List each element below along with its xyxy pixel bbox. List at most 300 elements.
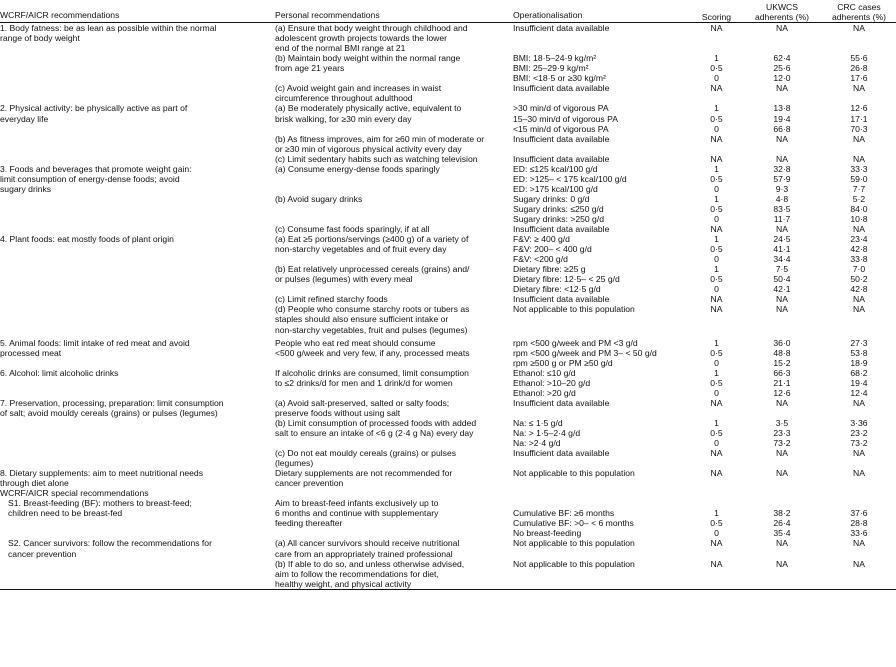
operationalisation-cell [513,325,691,335]
ukwcs-cell: 15·2 [773,357,791,368]
personal-cell: (b) Maintain body weight within the normal range [275,53,461,64]
table-row [0,63,896,73]
recommendation-cell [0,264,275,274]
table-row [0,114,896,124]
ukwcs-cell: 11·7 [773,213,791,224]
ukwcs-cell [742,458,822,468]
table-row [0,559,896,569]
scoring-cell: 0·5 [710,244,723,255]
ukwcs-cell: NA [776,468,788,479]
personal-cell: (b) Avoid sugary drinks [275,193,363,204]
operationalisation-cell: Na: ≤ 1·5 g/d [513,417,563,428]
recommendation-cell: everyday life [0,113,49,124]
ukwcs-cell: NA [776,83,788,94]
operationalisation-cell: Cumulative BF: ≥6 months [513,508,615,519]
recommendation-cell [0,304,275,314]
personal-cell: (c) Avoid weight gain and increases in waist [275,83,442,94]
operationalisation-cell: BMI: 18·5–24·9 kg/m² [513,53,597,64]
header-ukwcs-line2: adherents (%) [755,12,809,23]
crc-cell: 42·8 [850,284,868,295]
operationalisation-cell: Not applicable to this population [513,558,635,569]
ukwcs-cell: 36·0 [773,337,791,348]
scoring-cell [691,93,742,103]
crc-cell: 5·2 [852,193,866,204]
scoring-cell [691,569,742,579]
recommendation-cell: 6. Alcohol: limit alcoholic drinks [0,367,119,378]
recommendation-cell [0,124,275,134]
ukwcs-cell [742,314,822,324]
table-row [0,314,896,324]
recommendation-cell: sugary drinks [0,183,52,194]
table-row [0,103,896,113]
personal-cell: (a) Consume energy-dense foods sparingly [275,163,440,174]
personal-cell: (c) Consume fast foods sparingly, if at all [275,224,430,235]
operationalisation-cell: rpm ≥500 g or PM ≥50 g/d [513,357,613,368]
crc-cell: 26·8 [850,63,868,74]
recommendation-cell [0,53,275,63]
scoring-cell [691,549,742,559]
scoring-cell: 0·5 [710,274,723,285]
crc-cell: 59·0 [850,173,868,184]
crc-cell: 28·8 [850,518,868,529]
scoring-cell: 0 [714,213,719,224]
scoring-cell: 0·5 [710,173,723,184]
operationalisation-cell [513,93,691,103]
personal-cell: (a) All cancer survivors should receive nutritional [275,538,460,549]
scoring-cell: 1 [714,163,719,174]
crc-cell [822,314,896,324]
operationalisation-cell: ED: >175 kcal/100 g/d [513,183,598,194]
personal-cell: or pulses (legumes) with every meal [275,274,413,285]
scoring-cell [691,314,742,324]
recommendation-cell [0,294,275,304]
recommendation-cell: children need to be breast-fed [8,508,123,519]
crc-cell: 84·0 [850,203,868,214]
scoring-cell: NA [710,133,723,144]
operationalisation-cell: F&V: 200– < 400 g/d [513,244,592,255]
personal-cell: feeding thereafter [275,518,343,529]
operationalisation-cell: Na: >2·4 g/d [513,438,561,449]
table-row [0,468,896,478]
crc-cell: NA [853,224,865,235]
personal-cell [275,174,513,184]
table-row [0,284,896,294]
table-row [0,418,896,428]
personal-cell [275,438,513,448]
ukwcs-cell: 21·1 [773,377,791,388]
operationalisation-cell: Ethanol: >20 g/d [513,387,576,398]
table-row [0,458,896,468]
scoring-cell: 0·5 [710,113,723,124]
scoring-cell: 0 [714,254,719,265]
operationalisation-cell: Insufficient data available [513,23,610,34]
scoring-cell: 1 [714,367,719,378]
header-crc-line1: CRC cases [837,2,881,12]
recommendation-cell [0,93,275,103]
header-ukwcs [742,2,822,23]
scoring-cell: 1 [714,417,719,428]
recommendation-cell [0,284,275,294]
recommendation-cell [0,214,275,224]
crc-cell: 33·3 [850,163,868,174]
operationalisation-cell: BMI: <18·5 or ≥30 kg/m² [513,73,606,84]
table-row [0,408,896,418]
personal-cell: 6 months and continue with supplementary [275,508,439,519]
scoring-cell: 1 [714,103,719,114]
recommendation-cell: WCRF/AICR special recommendations [0,488,149,499]
operationalisation-cell: BMI: 25–29·9 kg/m² [513,63,589,74]
scoring-cell [691,33,742,43]
crc-cell: NA [853,304,865,315]
operationalisation-cell: Insufficient data available [513,153,610,164]
recommendation-cell [0,358,275,368]
personal-cell: (a) Ensure that body weight through childhood and [275,23,468,34]
header-personal: Personal recommendations [275,10,380,21]
ukwcs-cell: 50·4 [773,274,791,285]
recommendation-cell [0,528,275,538]
personal-cell: (legumes) [275,458,314,469]
table-row [0,154,896,164]
operationalisation-cell: Dietary fibre: ≥25 g [513,264,586,275]
crc-cell: 42·8 [850,244,868,255]
table-row [0,33,896,43]
operationalisation-cell: Insufficient data available [513,397,610,408]
table-row [0,378,896,388]
personal-cell: (b) If able to do so, and unless otherwise advised, [275,558,465,569]
operationalisation-cell: ED: >125– < 175 kcal/100 g/d [513,173,627,184]
table-row [0,43,896,53]
crc-cell: NA [853,83,865,94]
personal-cell: (a) Be moderately physically active, equivalent to [275,103,462,114]
personal-cell: (a) Eat ≥5 portions/servings (≥400 g) of a variety of [275,234,469,245]
crc-cell: 19·4 [850,377,868,388]
ukwcs-cell: 23·3 [773,427,791,438]
operationalisation-cell: rpm <500 g/week and PM <3 g/d [513,337,638,348]
scoring-cell: NA [710,397,723,408]
table-row [0,478,896,488]
table-row [0,448,896,458]
scoring-cell [691,408,742,418]
crc-cell: NA [853,397,865,408]
ukwcs-cell: NA [776,224,788,235]
table-row [0,214,896,224]
personal-cell: (c) Limit refined starchy foods [275,294,388,305]
table-row [0,569,896,579]
ukwcs-cell: 12·0 [773,73,791,84]
personal-cell: (c) Limit sedentary habits such as watching television [275,153,478,164]
scoring-cell [691,43,742,53]
ukwcs-cell: NA [776,153,788,164]
operationalisation-cell: Dietary fibre: 12·5– < 25 g/d [513,274,620,285]
operationalisation-cell [513,549,691,559]
recommendation-cell [0,378,275,388]
recommendations-table [0,2,896,590]
crc-cell: 70·3 [850,123,868,134]
ukwcs-cell [742,144,822,154]
operationalisation-cell [513,569,691,579]
personal-cell: (b) Limit consumption of processed foods with added [275,417,477,428]
ukwcs-cell: 13·8 [773,103,791,114]
personal-cell: (b) Eat relatively unprocessed cereals (grains) and/ [275,264,470,275]
operationalisation-cell: Sugary drinks: ≤250 g/d [513,203,604,214]
recommendation-cell: cancer prevention [8,548,77,559]
operationalisation-cell: Insufficient data available [513,224,610,235]
scoring-cell: 0 [714,357,719,368]
recommendation-cell: limit consumption of energy-dense foods; avoid [0,173,180,184]
crc-cell: NA [853,448,865,459]
ukwcs-cell [742,498,822,508]
personal-cell: Dietary supplements are not recommended for [275,468,453,479]
crc-cell: NA [853,558,865,569]
ukwcs-cell: 62·4 [773,53,791,64]
recommendation-cell [0,314,275,324]
scoring-cell: 1 [714,234,719,245]
table-row [0,23,896,34]
scoring-cell: 0 [714,528,719,539]
ukwcs-cell [742,478,822,488]
ukwcs-cell: NA [776,448,788,459]
ukwcs-cell [742,408,822,418]
personal-cell: If alcoholic drinks are consumed, limit consumption [275,367,469,378]
scoring-cell: 0 [714,387,719,398]
ukwcs-cell: NA [776,538,788,549]
crc-cell: 3·36 [850,417,868,428]
crc-cell: NA [853,153,865,164]
scoring-cell: 0 [714,438,719,449]
recommendation-cell: S2. Cancer survivors: follow the recommendations for [8,538,212,549]
table-row [0,224,896,234]
personal-cell [275,358,513,368]
ukwcs-cell: 38·2 [773,508,791,519]
crc-cell [822,93,896,103]
table-row [0,244,896,254]
table-row [0,83,896,93]
crc-cell [822,478,896,488]
personal-cell: (d) People who consume starchy roots or tubers as [275,304,470,315]
recommendation-cell [0,274,275,284]
personal-cell: brisk walking, for ≥30 min every day [275,113,412,124]
ukwcs-cell: 35·4 [773,528,791,539]
scoring-cell: NA [710,538,723,549]
scoring-cell: 0 [714,73,719,84]
ukwcs-cell: NA [776,133,788,144]
table-row [0,294,896,304]
crc-cell [822,569,896,579]
crc-cell [822,33,896,43]
recommendation-cell [0,325,275,335]
table-row [0,134,896,144]
personal-cell: Aim to breast-feed infants exclusively up to [275,498,439,509]
crc-cell [822,498,896,508]
personal-cell [275,73,513,83]
scoring-cell: 0 [714,123,719,134]
crc-cell [822,144,896,154]
crc-cell: NA [853,23,865,34]
personal-cell: aim to follow the recommendations for diet, [275,568,439,579]
table-row [0,254,896,264]
personal-cell [275,124,513,134]
personal-cell: to ≤2 drinks/d for men and 1 drink/d for women [275,377,453,388]
table-row [0,274,896,284]
table-row [0,164,896,174]
crc-cell: 23·4 [850,234,868,245]
table-row [0,264,896,274]
operationalisation-cell: ED: ≤125 kcal/100 g/d [513,163,598,174]
scoring-cell: NA [710,558,723,569]
personal-cell: staples should also ensure sufficient intake or [275,314,449,325]
crc-cell: 12·6 [850,103,868,114]
crc-cell: 12·4 [850,387,868,398]
recommendation-cell: S1. Breast-feeding (BF): mothers to breast-feed; [8,498,192,509]
crc-cell: 33·6 [850,528,868,539]
table-row [0,325,896,335]
table-row [0,388,896,398]
personal-cell: (a) Avoid salt-preserved, salted or salty foods; [275,397,450,408]
crc-cell [822,579,896,590]
ukwcs-cell: 41·1 [773,244,791,255]
header-recommendations: WCRF/AICR recommendations [0,10,120,21]
operationalisation-cell: Na: > 1·5–2·4 g/d [513,427,581,438]
recommendation-cell: 2. Physical activity: be physically active as part of [0,103,188,114]
operationalisation-cell [513,33,691,43]
crc-cell [822,458,896,468]
operationalisation-cell: <15 min/d of vigorous PA [513,123,609,134]
scoring-cell [691,498,742,508]
ukwcs-cell: 83·5 [773,203,791,214]
ukwcs-cell: 42·1 [773,284,791,295]
table-row [0,428,896,438]
ukwcs-cell [742,325,822,335]
crc-cell: 7·7 [852,183,866,194]
personal-cell: (b) As fitness improves, aim for ≥60 min of moderate or [275,133,485,144]
recommendation-cell [0,438,275,448]
scoring-cell: 1 [714,264,719,275]
ukwcs-cell: 3·5 [775,417,789,428]
ukwcs-cell: NA [776,304,788,315]
table-row [0,438,896,448]
personal-cell [275,214,513,224]
table-row [0,508,896,518]
recommendation-cell [0,63,275,73]
scoring-cell [691,579,742,590]
header-operationalisation: Operationalisation [513,10,583,21]
recommendation-cell [0,43,275,53]
personal-cell: (c) Do not eat mouldy cereals (grains) or pulses [275,448,457,459]
table-row [0,73,896,83]
recommendation-cell [0,388,275,398]
operationalisation-cell: Ethanol: ≤10 g/d [513,367,576,378]
table-row [0,498,896,508]
crc-cell: 37·6 [850,508,868,519]
crc-cell [822,488,896,498]
scoring-cell: 1 [714,193,719,204]
table-row [0,144,896,154]
scoring-cell: NA [710,23,723,34]
crc-cell: 73·2 [850,438,868,449]
table-row [0,124,896,134]
table-row [0,204,896,214]
scoring-cell [691,458,742,468]
ukwcs-cell: NA [776,294,788,305]
personal-cell [275,528,513,538]
header-ukwcs-line1: UKWCS [766,2,798,12]
table-body [0,23,896,590]
table-row [0,368,896,378]
personal-cell: care from an appropriately trained professional [275,548,453,559]
recommendation-cell [0,254,275,264]
ukwcs-cell: 34·4 [773,254,791,265]
personal-cell: non-starchy vegetables and of fruit every day [275,244,447,255]
scoring-cell: 0·5 [710,63,723,74]
scoring-cell: NA [710,468,723,479]
recommendation-cell [0,204,275,214]
personal-cell: <500 g/week and very few, if any, processed meats [275,347,470,358]
recommendation-cell: 1. Body fatness: be as lean as possible within the normal [0,23,217,34]
recommendation-cell [0,428,275,438]
scoring-cell: 0·5 [710,347,723,358]
crc-cell: NA [853,133,865,144]
operationalisation-cell: Ethanol: >10–20 g/d [513,377,591,388]
recommendation-cell [0,458,275,468]
table-row [0,53,896,63]
crc-cell: 33·8 [850,254,868,265]
table-row [0,538,896,548]
ukwcs-cell [742,579,822,590]
table-row [0,174,896,184]
crc-cell [822,549,896,559]
scoring-cell: 0 [714,183,719,194]
recommendation-cell [0,134,275,144]
scoring-cell: NA [710,448,723,459]
scoring-cell: NA [710,83,723,94]
ukwcs-cell [742,33,822,43]
recommendation-cell [0,579,275,590]
personal-cell: People who eat red meat should consume [275,337,436,348]
personal-cell [275,284,513,294]
ukwcs-cell: NA [776,558,788,569]
scoring-cell: 1 [714,508,719,519]
crc-cell: 7·0 [852,264,866,275]
ukwcs-cell: 12·6 [773,387,791,398]
scoring-cell: 0 [714,284,719,295]
scoring-cell [691,325,742,335]
ukwcs-cell: 25·6 [773,63,791,74]
operationalisation-cell: Not applicable to this population [513,304,635,315]
operationalisation-cell: Sugary drinks: >250 g/d [513,213,605,224]
personal-cell: non-starchy vegetables, fruit and pulses (legumes) [275,324,468,335]
scoring-cell: NA [710,153,723,164]
crc-cell: 17·6 [850,73,868,84]
operationalisation-cell [513,488,691,498]
recommendation-cell [0,83,275,93]
scoring-cell: 0·5 [710,377,723,388]
crc-cell: 18·9 [850,357,868,368]
crc-cell: 10·8 [850,213,868,224]
operationalisation-cell [513,314,691,324]
ukwcs-cell: 19·4 [773,113,791,124]
recommendation-cell [0,448,275,458]
recommendation-cell [0,559,275,569]
operationalisation-cell: Insufficient data available [513,294,610,305]
operationalisation-cell: Insufficient data available [513,83,610,94]
ukwcs-cell: 4·8 [775,193,789,204]
ukwcs-cell: 48·8 [773,347,791,358]
personal-cell: circumference throughout adulthood [275,93,413,104]
recommendation-cell: 3. Foods and beverages that promote weight gain: [0,163,192,174]
operationalisation-cell [513,498,691,508]
ukwcs-cell: 26·4 [773,518,791,529]
recommendation-cell [0,224,275,234]
